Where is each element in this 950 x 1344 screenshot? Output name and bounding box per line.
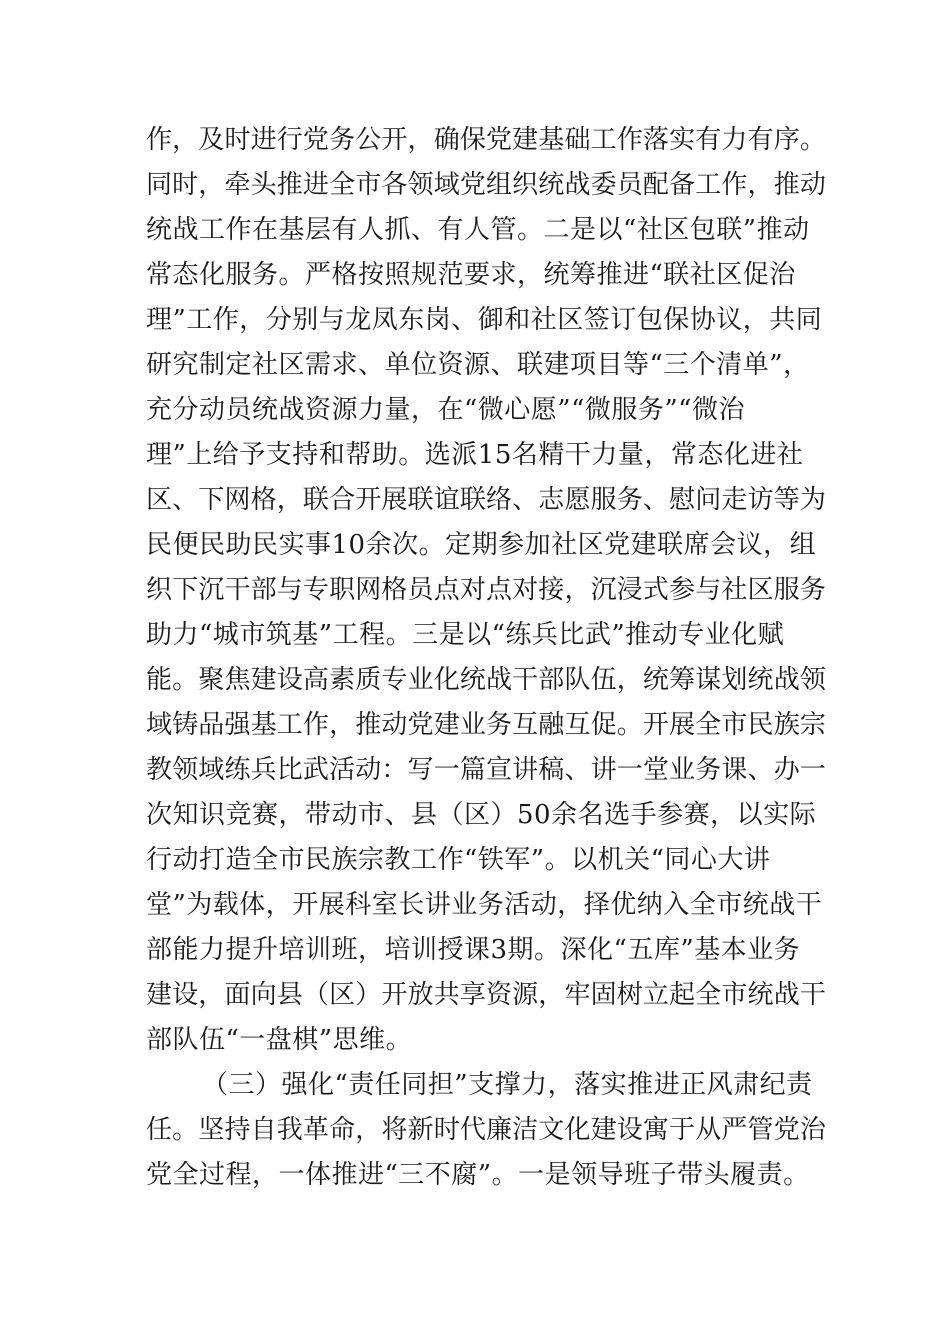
text-line: 部队伍“一盘棋”思维。	[146, 1025, 413, 1055]
text-line: 能。聚焦建设高素质专业化统战干部队伍，统筹谋划统战领	[146, 665, 827, 695]
body-text	[146, 118, 826, 1198]
text-line: 堂”为载体，开展科室长讲业务活动，择优纳入全市统战干	[146, 890, 823, 920]
text-line: 任。坚持自我革命，将新时代廉洁文化建设寓于从严管党治	[146, 1115, 827, 1145]
text-line: 作，及时进行党务公开，确保党建基础工作落实有力有序。	[146, 125, 827, 155]
text-line: 行动打造全市民族宗教工作“铁军”。以机关“同心大讲	[146, 845, 771, 875]
text-line: 统战工作在基层有人抓、有人管。二是以“社区包联”推动	[146, 215, 810, 245]
text-line: 次知识竞赛，带动市、县（区）50余名选手参赛，以实际	[146, 800, 817, 830]
text-line: 建设，面向县（区）开放共享资源，牢固树立起全市统战干	[146, 980, 827, 1010]
text-line: 党全过程，一体推进“三不腐”。一是领导班子带头履责。	[146, 1160, 810, 1190]
text-line: 理”上给予支持和帮助。选派15名精干力量，常态化进社	[146, 440, 804, 470]
text-line: 理”工作，分别与龙凤东岗、御和社区签订包保协议，共同	[146, 305, 823, 335]
text-line: 研究制定社区需求、单位资源、联建项目等“三个清单”，	[146, 350, 810, 380]
text-line: 充分动员统战资源力量，在“微心愿”“微服务”“微治	[146, 395, 745, 425]
text-line: 常态化服务。严格按照规范要求，统筹推进“联社区促治	[146, 260, 796, 290]
text-line: 教领域练兵比武活动：写一篇宣讲稿、讲一堂业务课、办一	[146, 755, 827, 785]
text-line: 织下沉干部与专职网格员点对点对接，沉浸式参与社区服务	[146, 575, 827, 605]
text-line: 部能力提升培训班，培训授课3期。深化“五库”基本业务	[146, 935, 801, 965]
text-line: 域铸品强基工作，推动党建业务互融互促。开展全市民族宗	[146, 710, 827, 740]
text-line: 区、下网格，联合开展联谊联络、志愿服务、慰问走访等为	[146, 485, 827, 515]
text-line: 民便民助民实事10余次。定期参加社区党建联席会议，组	[146, 530, 817, 560]
text-line: 同时，牵头推进全市各领域党组织统战委员配备工作，推动	[146, 170, 827, 200]
section-heading-line: （三）强化“责任同担”支撑力，落实推进正风肃纪责	[202, 1070, 813, 1100]
text-line: 助力“城市筑基”工程。三是以“练兵比武”推动专业化赋	[146, 620, 785, 650]
